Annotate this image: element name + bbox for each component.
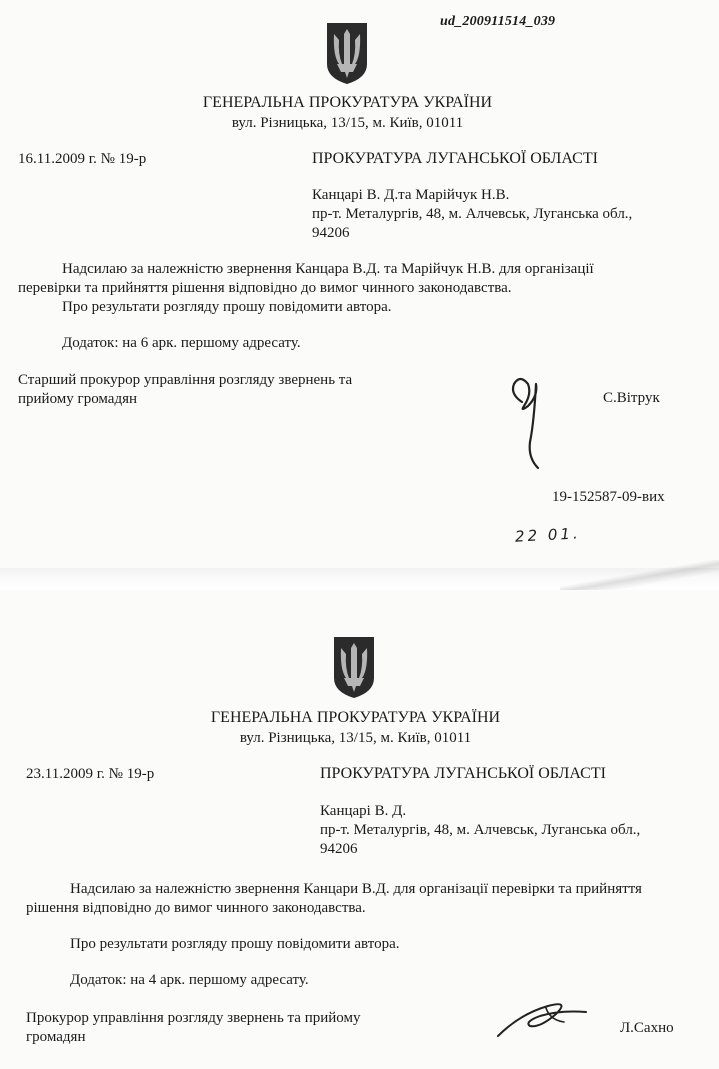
body-line-2: перевірки та прийняття рішення відповідно до вимог чинного законодавства. [18, 280, 512, 296]
body-line-2: рішення відповідно до вимог чинного законодавства. [26, 900, 366, 916]
ukraine-trident-emblem-icon [323, 20, 371, 86]
attachment: Додаток: на 6 арк. першому адресату. [62, 335, 301, 351]
signature-icon [490, 992, 600, 1042]
signer-title-line-2: громадян [26, 1029, 86, 1045]
signer-name: Л.Сахно [620, 1020, 674, 1036]
attachment: Додаток: на 4 арк. першому адресату. [70, 972, 309, 988]
date-number: 23.11.2009 г. № 19-р [26, 766, 155, 782]
body-line-1: Надсилаю за належністю звернення Канцари В.Д. для організації перевірки та прийняття [70, 881, 642, 897]
address-line-1: пр-т. Металургів, 48, м. Алчевськ, Луганська обл., [320, 822, 641, 838]
addressee: Канцарі В. Д. [320, 803, 407, 819]
body-line-1: Надсилаю за належністю звернення Канцара В.Д. та Марійчук Н.В. для організації [62, 261, 594, 277]
date-number: 16.11.2009 г. № 19-р [18, 151, 147, 167]
body-line-3: Про результати розгляду прошу повідомити автора. [70, 936, 400, 952]
recipient-org: ПРОКУРАТУРА ЛУГАНСЬКОЇ ОБЛАСТІ [312, 150, 598, 167]
org-address: вул. Різницька, 13/15, м. Київ, 01011 [231, 115, 464, 131]
org-name: ГЕНЕРАЛЬНА ПРОКУРАТУРА УКРАЇНИ [210, 709, 501, 726]
reference-stamp: ud_200911514_039 [440, 14, 556, 29]
outgoing-number: 19-152587-09-вих [552, 489, 665, 505]
handwritten-note: 22 01. [514, 524, 582, 546]
signer-name: С.Вітрук [603, 390, 660, 406]
paper-edge-shadow [560, 560, 719, 590]
address-line-2: 94206 [320, 841, 358, 857]
org-address: вул. Різницька, 13/15, м. Київ, 01011 [239, 730, 472, 746]
signer-title-line-1: Старший прокурор управління розгляду звернень та [18, 372, 353, 388]
address-line-2: 94206 [312, 225, 350, 241]
ukraine-trident-emblem-icon [330, 634, 378, 700]
signer-title-line-2: прийому громадян [18, 391, 138, 407]
addressee: Канцарі В. Д.та Марійчук Н.В. [312, 187, 510, 203]
signer-title-line-1: Прокурор управління розгляду звернень та прийому [26, 1010, 361, 1026]
signature-icon [500, 372, 560, 472]
letter-2 [0, 590, 719, 1069]
recipient-org: ПРОКУРАТУРА ЛУГАНСЬКОЇ ОБЛАСТІ [320, 765, 606, 782]
address-line-1: пр-т. Металургів, 48, м. Алчевськ, Луганська обл., [312, 206, 633, 222]
body-line-3: Про результати розгляду прошу повідомити автора. [62, 299, 392, 315]
org-name: ГЕНЕРАЛЬНА ПРОКУРАТУРА УКРАЇНИ [202, 94, 493, 111]
